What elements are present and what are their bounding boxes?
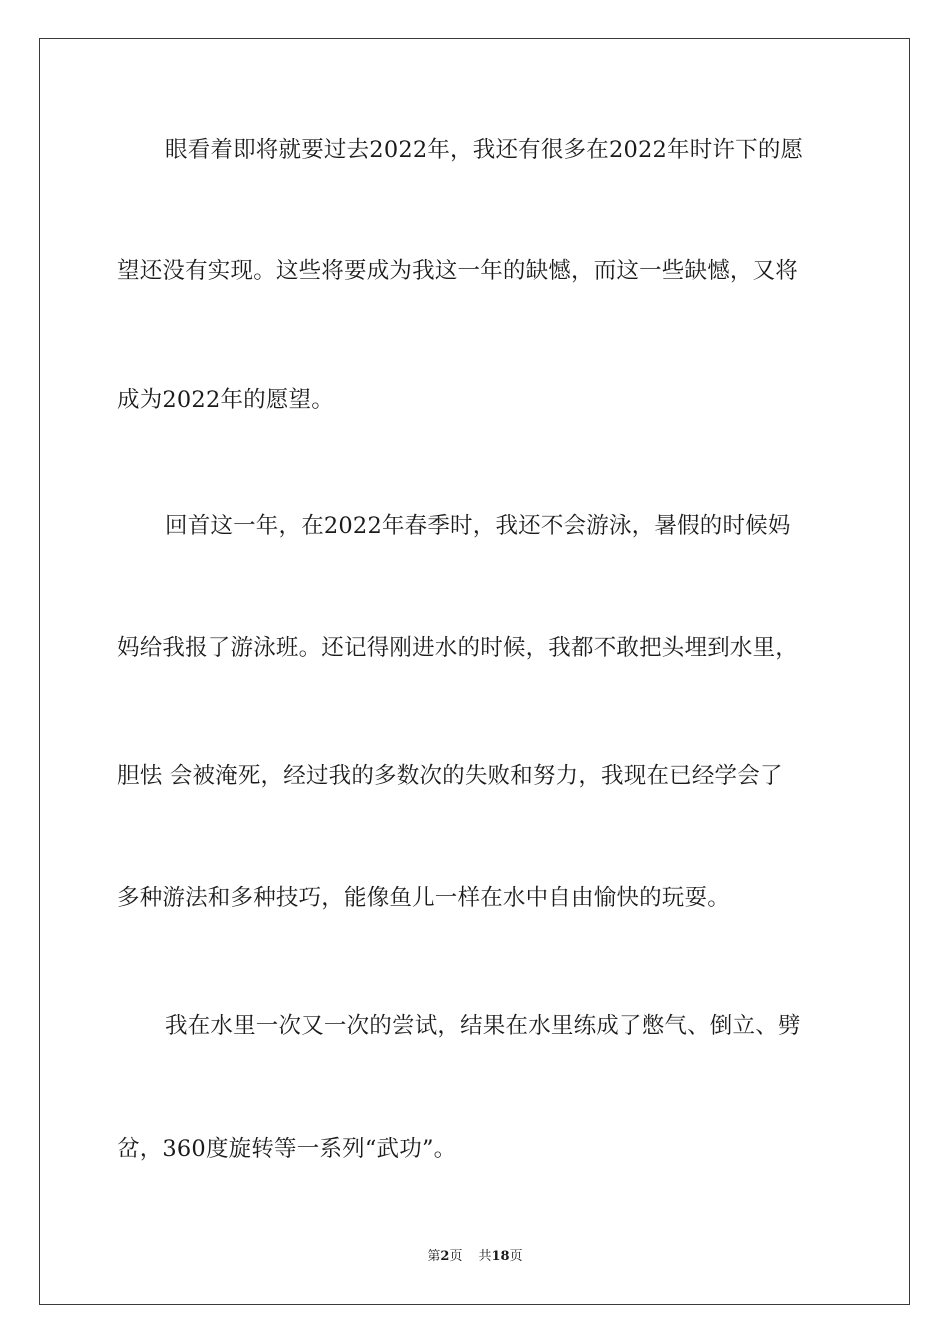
- page-border: [39, 38, 910, 1305]
- footer-page-prefix: 第: [427, 1249, 441, 1264]
- paragraph-2-line-4: 多种游法和多种技巧，能像鱼儿一样在水中自由愉快的玩耍。: [117, 885, 730, 911]
- page-footer: [0, 1248, 950, 1266]
- paragraph-1-line-3: 成为2022年的愿望。: [117, 387, 334, 413]
- footer-total-suffix: 页: [509, 1249, 523, 1264]
- paragraph-3-line-2: 岔，360度旋转等一系列“武功”。: [117, 1136, 457, 1162]
- paragraph-2-line-2: 妈给我报了游泳班。还记得刚进水的时候，我都不敢把头埋到水里，: [117, 635, 799, 661]
- paragraph-2-line-3: 胆怯 会被淹死，经过我的多数次的失败和努力，我现在已经学会了: [117, 763, 783, 789]
- footer-page-number: 2: [440, 1249, 450, 1264]
- paragraph-1-line-1: 眼看着即将就要过去2022年，我还有很多在2022年时许下的愿: [165, 137, 804, 163]
- footer-page-suffix: 页: [449, 1249, 463, 1264]
- footer-total-prefix: 共: [478, 1249, 492, 1264]
- paragraph-3-line-1: 我在水里一次又一次的尝试，结果在水里练成了憋气、倒立、劈: [165, 1013, 801, 1039]
- paragraph-1-line-2: 望还没有实现。这些将要成为我这一年的缺憾，而这一些缺憾，又将: [117, 258, 799, 284]
- footer-total-pages: 18: [491, 1249, 510, 1264]
- paragraph-2-line-1: 回首这一年，在2022年春季时，我还不会游泳，暑假的时候妈: [165, 513, 791, 539]
